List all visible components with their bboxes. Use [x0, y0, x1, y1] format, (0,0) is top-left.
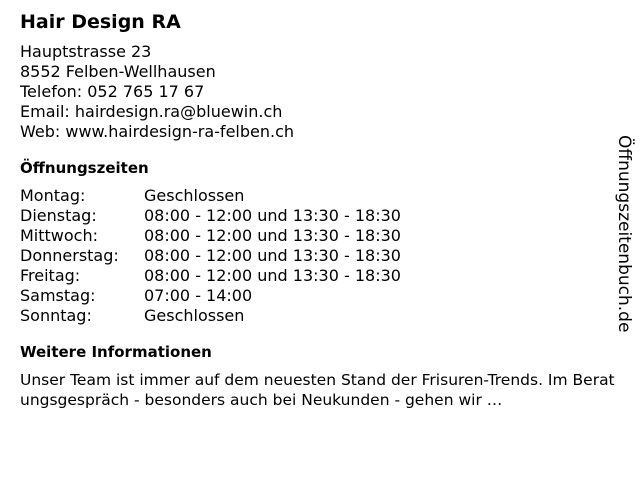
hours-time-value: 08:00 - 12:00 und 13:30 - 18:30 — [144, 266, 401, 285]
hours-row-wednesday — [20, 226, 615, 246]
contact-block — [20, 42, 615, 142]
hours-time-value: Geschlossen — [144, 306, 245, 325]
opening-hours-title: Öffnungszeiten — [20, 159, 149, 177]
phone-line: Telefon: 052 765 17 67 — [20, 82, 205, 101]
web-line: Web: www.hairdesign-ra-felben.ch — [20, 122, 295, 141]
email-line: Email: hairdesign.ra@bluewin.ch — [20, 102, 283, 121]
hours-day-label: Sonntag: — [20, 306, 92, 325]
hours-row-monday — [20, 186, 615, 206]
hours-day-label: Mittwoch: — [20, 226, 98, 245]
hours-day-label: Freitag: — [20, 266, 81, 285]
business-card — [20, 10, 615, 410]
site-watermark: Öffnungszeitenbuch.de — [614, 135, 634, 333]
hours-day-label: Dienstag: — [20, 206, 97, 225]
hours-row-thursday — [20, 246, 615, 266]
more-info-title: Weitere Informationen — [20, 343, 212, 361]
hours-row-sunday — [20, 306, 615, 326]
hours-row-tuesday — [20, 206, 615, 226]
more-info-text: Unser Team ist immer auf dem neuesten Stand der Frisuren-Trends. Im Beratungsgespräch - besonders auch bei Neukunden - gehen wir … — [20, 371, 615, 409]
city-address: 8552 Felben-Wellhausen — [20, 62, 216, 81]
hours-time-value: Geschlossen — [144, 186, 245, 205]
hours-time-value: 07:00 - 14:00 — [144, 286, 253, 305]
hours-row-saturday — [20, 286, 615, 306]
hours-day-label: Samstag: — [20, 286, 96, 305]
street-address: Hauptstrasse 23 — [20, 42, 152, 61]
hours-day-label: Donnerstag: — [20, 246, 119, 265]
business-name: Hair Design RA — [20, 11, 181, 33]
hours-time-value: 08:00 - 12:00 und 13:30 - 18:30 — [144, 206, 401, 225]
hours-row-friday — [20, 266, 615, 286]
hours-day-label: Montag: — [20, 186, 86, 205]
opening-hours-table — [20, 186, 615, 326]
hours-time-value: 08:00 - 12:00 und 13:30 - 18:30 — [144, 246, 401, 265]
hours-time-value: 08:00 - 12:00 und 13:30 - 18:30 — [144, 226, 401, 245]
